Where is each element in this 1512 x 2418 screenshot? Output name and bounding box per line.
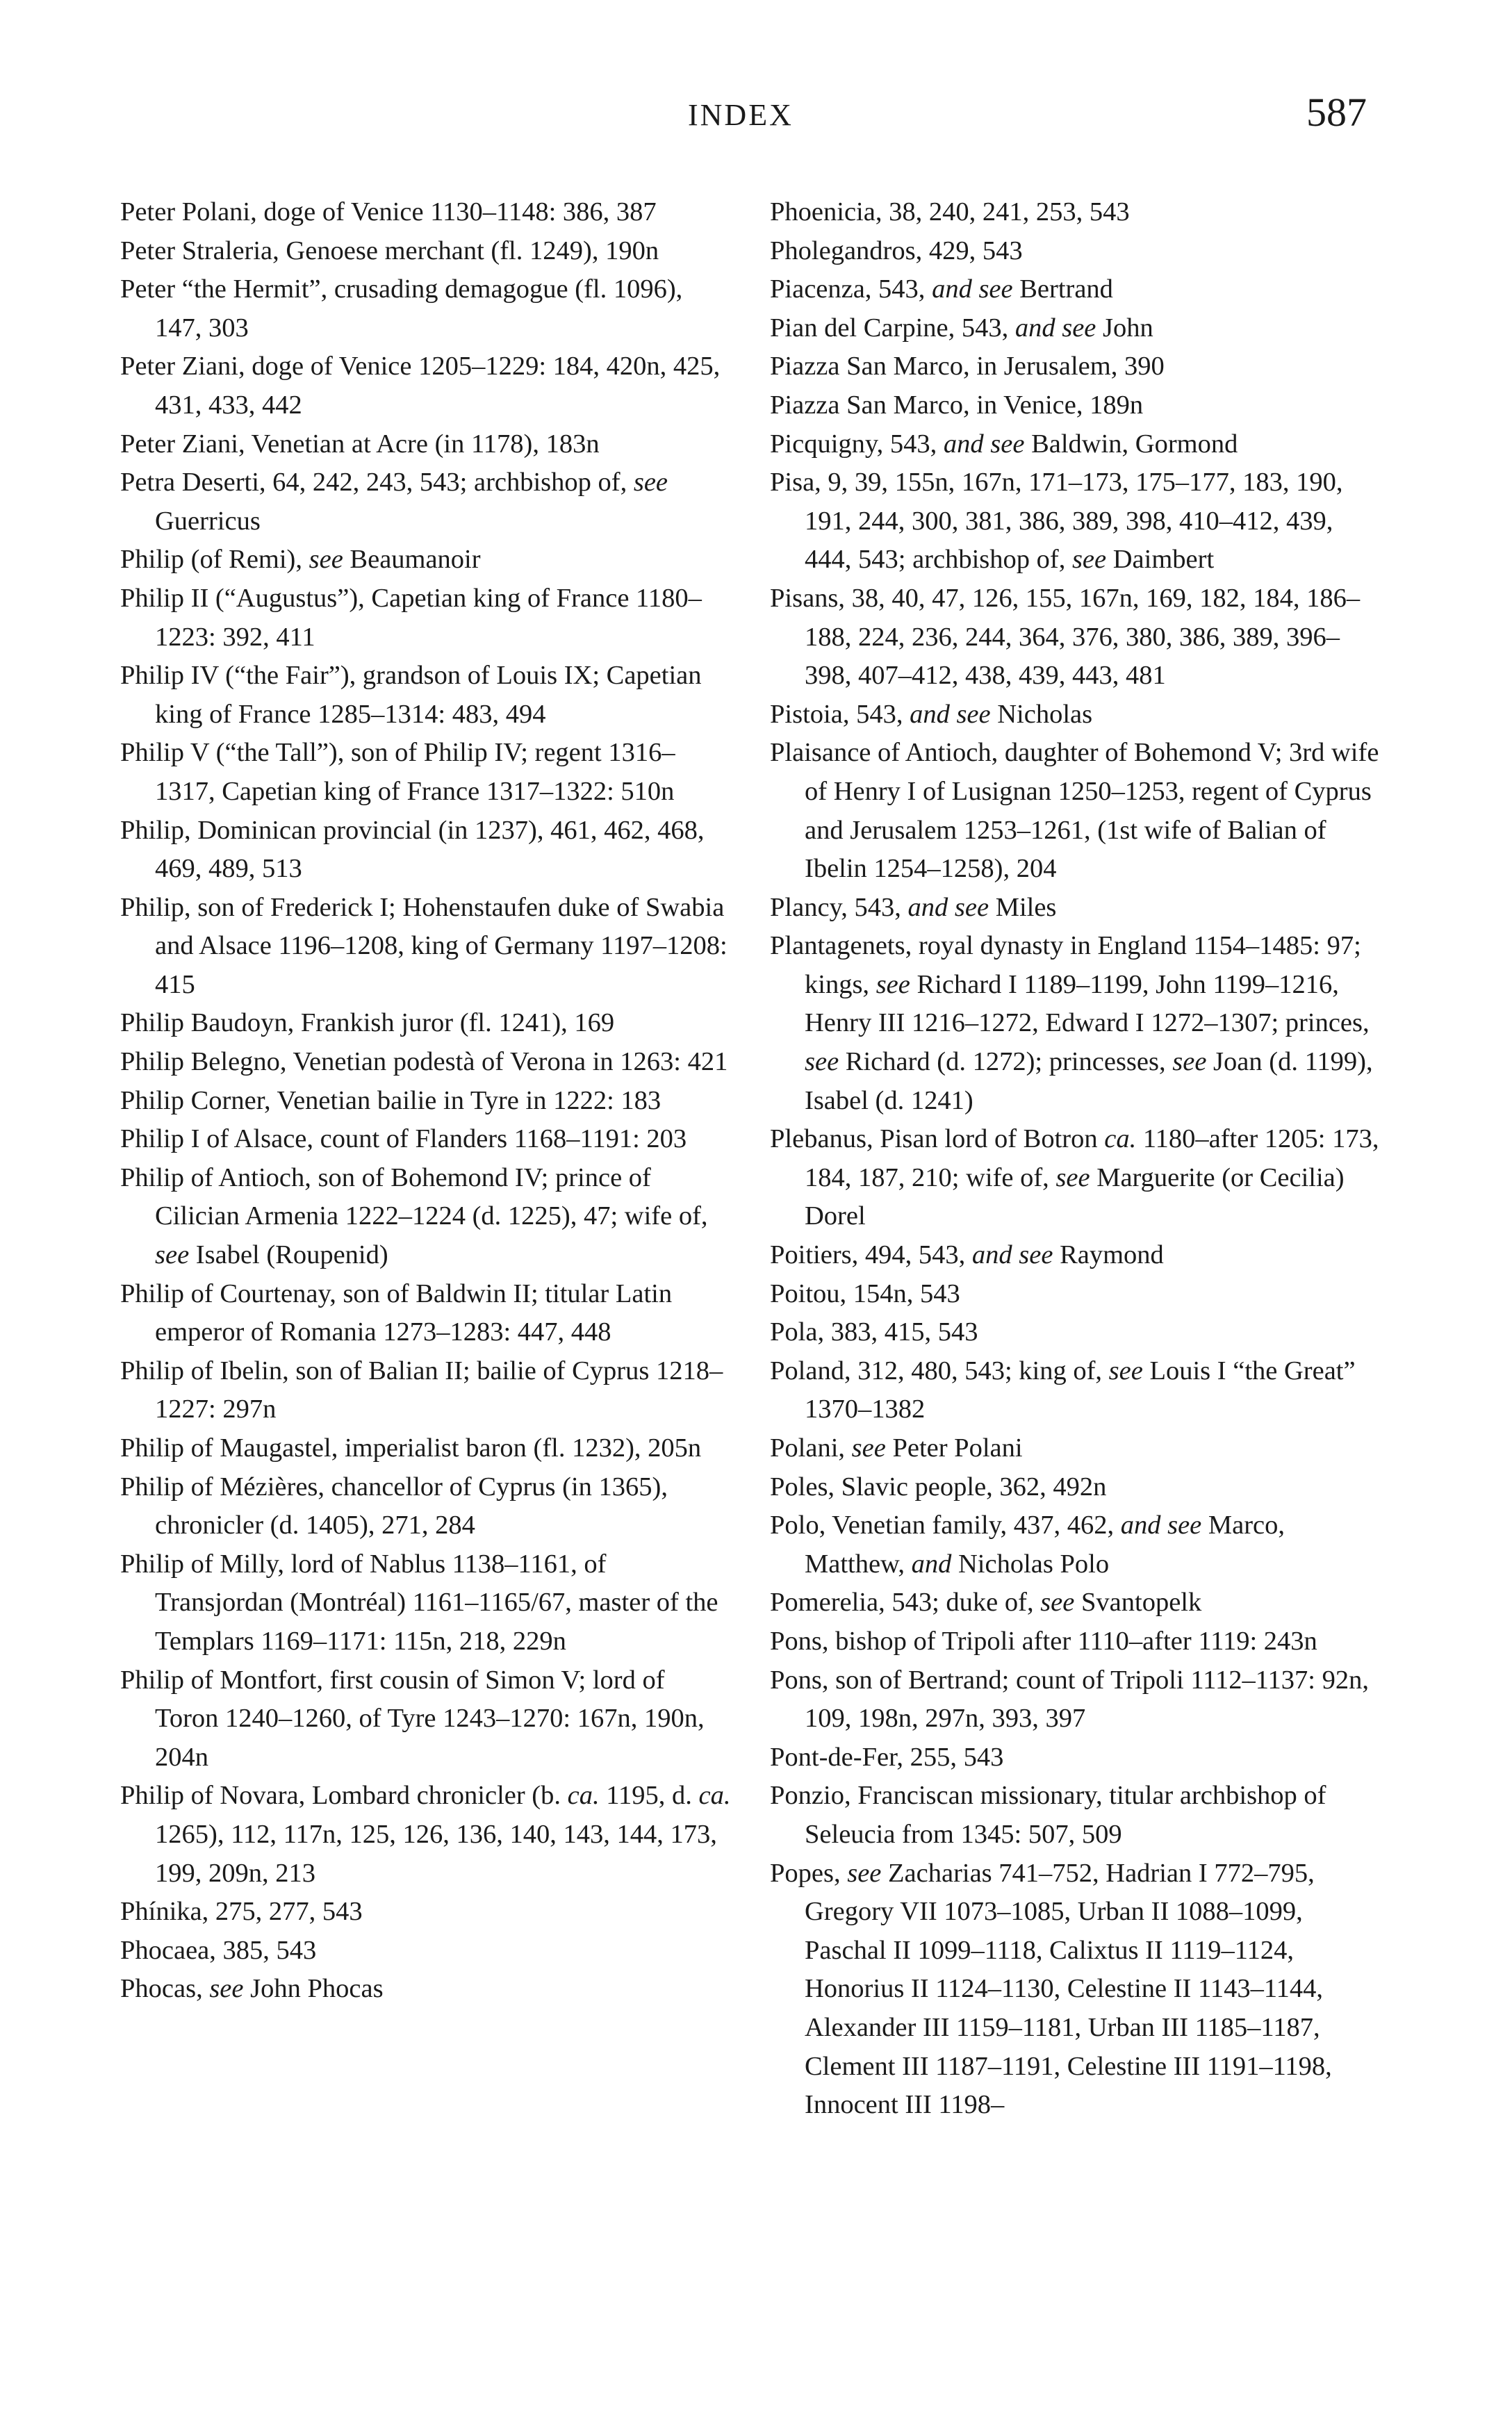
index-entry: Pons, son of Bertrand; count of Tripoli 1112–1137: 92n, 109, 198n, 297n, 393, 397 [770, 1665, 1369, 1734]
index-entry: Philip of Ibelin, son of Balian II; bailie of Cyprus 1218–1227: 297n [120, 1356, 723, 1424]
index-entry: Philip of Mézières, chancellor of Cyprus (in 1365), chronicler (d. 1405), 271, 284 [120, 1472, 668, 1540]
index-entry: Polo, Venetian family, 437, 462, and see Marco, Matthew, and Nicholas Polo [770, 1511, 1285, 1579]
index-entry: Pistoia, 543, and see Nicholas [770, 699, 1093, 729]
index-entry: Philip of Novara, Lombard chronicler (b. ca. 1195, d. ca. 1265), 112, 117n, 125, 126, 136, 140, 143, 144, 173, 199, 209n, 213 [120, 1781, 731, 1888]
index-entry: Pisa, 9, 39, 155n, 167n, 171–173, 175–177, 183, 190, 191, 244, 300, 381, 386, 389, 398, 410–412, 439, 444, 543; archbishop of, see Daimbert [770, 468, 1343, 575]
index-entry: Philip Corner, Venetian bailie in Tyre in 1222: 183 [120, 1085, 662, 1115]
index-entry: Pholegandros, 429, 543 [770, 236, 1023, 265]
index-entry: Plaisance of Antioch, daughter of Bohemond V; 3rd wife of Henry I of Lusignan 1250–1253, regent of Cyprus and Jerusalem 1253–1261, (1st wife of Balian of Ibelin 1254–1258), 204 [770, 738, 1379, 884]
index-entry: Pont-de-Fer, 255, 543 [770, 1742, 1004, 1772]
page-number: 587 [1306, 90, 1367, 135]
index-entry: Plantagenets, royal dynasty in England 1154–1485: 97; kings, see Richard I 1189–1199, John 1199–1216, Henry III 1216–1272, Edward I 1272–1307; princes, see Richard (d. 1272); princesses, see Joan (d. 1199), Isabel (d. 1241) [770, 931, 1373, 1115]
index-entry: Peter Polani, doge of Venice 1130–1148: 386, 387 [120, 197, 657, 227]
running-head: INDEX [688, 98, 794, 132]
index-entry: Peter Straleria, Genoese merchant (fl. 1249), 190n [120, 236, 659, 265]
index-entry: Phínika, 275, 277, 543 [120, 1897, 363, 1927]
index-entry: Philip of Montfort, first cousin of Simon V; lord of Toron 1240–1260, of Tyre 1243–1270: 167n, 190n, 204n [120, 1665, 705, 1772]
index-entry: Phoenicia, 38, 240, 241, 253, 543 [770, 197, 1130, 227]
index-entry: Petra Deserti, 64, 242, 243, 543; archbishop of, see Guerricus [120, 468, 668, 536]
index-entry: Philip Belegno, Venetian podestà of Verona in 1263: 421 [120, 1047, 728, 1077]
index-entry: Philip (of Remi), see Beaumanoir [120, 545, 481, 575]
index-entry: Ponzio, Franciscan missionary, titular archbishop of Seleucia from 1345: 507, 509 [770, 1781, 1326, 1849]
index-entry: Phocaea, 385, 543 [120, 1935, 317, 1965]
index-entry: Poitou, 154n, 543 [770, 1278, 960, 1308]
index-entry: Plebanus, Pisan lord of Botron ca. 1180–after 1205: 173, 184, 187, 210; wife of, see Marguerite (or Cecilia) Dorel [770, 1124, 1379, 1231]
index-entry: Philip Baudoyn, Frankish juror (fl. 1241), 169 [120, 1008, 615, 1038]
index-entry: Piacenza, 543, and see Bertrand [770, 274, 1113, 304]
index-entry: Piazza San Marco, in Jerusalem, 390 [770, 352, 1165, 381]
index-column-left [120, 193, 732, 2009]
index-entry: Philip, son of Frederick I; Hohenstaufen duke of Swabia and Alsace 1196–1208, king of Germany 1197–1208: 415 [120, 892, 728, 999]
index-entry: Plancy, 543, and see Miles [770, 892, 1057, 922]
index-entry: Philip of Antioch, son of Bohemond IV; prince of Cilician Armenia 1222–1224 (d. 1225), 47; wife of, see Isabel (Roupenid) [120, 1162, 708, 1270]
index-entry: Pian del Carpine, 543, and see John [770, 313, 1153, 343]
index-column-right [770, 193, 1381, 2125]
index-entry: Poland, 312, 480, 543; king of, see Louis I “the Great” 1370–1382 [770, 1356, 1356, 1424]
index-entry: Philip I of Alsace, count of Flanders 1168–1191: 203 [120, 1124, 687, 1154]
index-entry: Philip of Courtenay, son of Baldwin II; titular Latin emperor of Romania 1273–1283: 447, 448 [120, 1278, 673, 1347]
index-entry: Philip IV (“the Fair”), grandson of Louis IX; Capetian king of France 1285–1314: 483, 494 [120, 661, 702, 729]
index-entry: Piazza San Marco, in Venice, 189n [770, 390, 1144, 420]
index-entry: Pisans, 38, 40, 47, 126, 155, 167n, 169, 182, 184, 186–188, 224, 236, 244, 364, 376, 380, 386, 389, 396–398, 407–412, 438, 439, 443, 481 [770, 583, 1361, 691]
index-entry: Popes, see Zacharias 741–752, Hadrian I 772–795, Gregory VII 1073–1085, Urban II 1088–1099, Paschal II 1099–1118, Calixtus II 1119–1124, Honorius II 1124–1130, Celestine II 1143–1144, Alexander III 1159–1181, Urban III 1185–1187, Clement III 1187–1191, Celestine III 1191–1198, Innocent III 1198– [770, 1858, 1332, 2120]
index-entry: Philip, Dominican provincial (in 1237), 461, 462, 468, 469, 489, 513 [120, 815, 705, 884]
index-entry: Pons, bishop of Tripoli after 1110–after 1119: 243n [770, 1626, 1317, 1656]
index-entry: Poitiers, 494, 543, and see Raymond [770, 1240, 1164, 1270]
index-entry: Peter Ziani, doge of Venice 1205–1229: 184, 420n, 425, 431, 433, 442 [120, 352, 721, 420]
index-entry: Peter “the Hermit”, crusading demagogue (fl. 1096), 147, 303 [120, 274, 683, 343]
index-entry: Philip of Maugastel, imperialist baron (fl. 1232), 205n [120, 1433, 702, 1463]
index-entry: Pomerelia, 543; duke of, see Svantopelk [770, 1588, 1202, 1618]
index-entry: Philip V (“the Tall”), son of Philip IV; regent 1316–1317, Capetian king of France 1317–1322: 510n [120, 738, 675, 806]
index-entry: Polani, see Peter Polani [770, 1433, 1023, 1463]
index-entry: Picquigny, 543, and see Baldwin, Gormond [770, 429, 1238, 459]
index-entry: Poles, Slavic people, 362, 492n [770, 1472, 1107, 1502]
index-entry: Peter Ziani, Venetian at Acre (in 1178), 183n [120, 429, 600, 459]
index-entry: Pola, 383, 415, 543 [770, 1317, 978, 1347]
index-entry: Phocas, see John Phocas [120, 1974, 384, 2004]
index-entry: Philip II (“Augustus”), Capetian king of France 1180–1223: 392, 411 [120, 583, 702, 652]
index-entry: Philip of Milly, lord of Nablus 1138–1161, of Transjordan (Montréal) 1161–1165/67, master of the Templars 1169–1171: 115n, 218, 229n [120, 1549, 718, 1656]
